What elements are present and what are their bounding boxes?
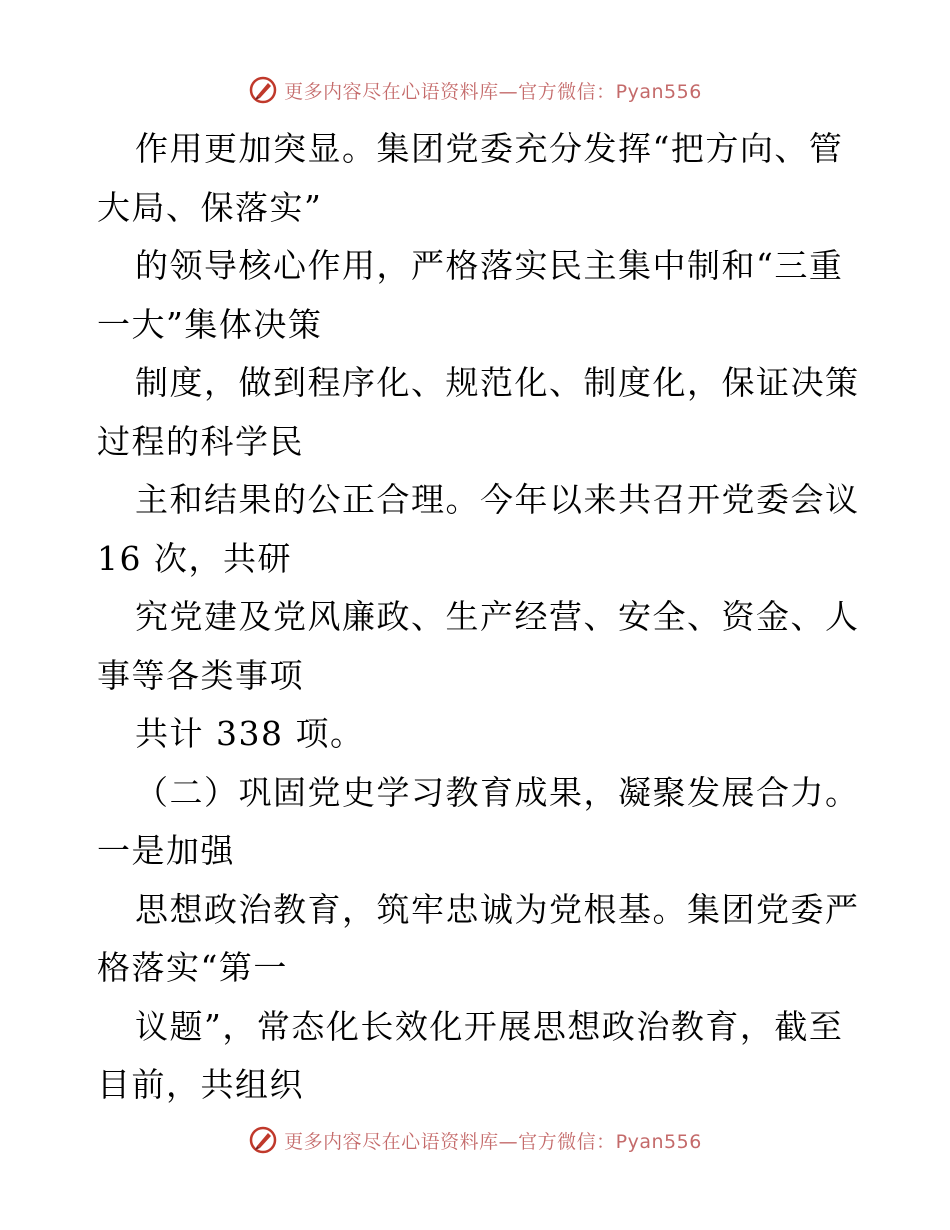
text-line: 一是加强	[97, 831, 235, 870]
text-line: 过程的科学民	[97, 421, 304, 461]
pen-logo-icon	[248, 1125, 278, 1155]
text-line: 格落实“第一	[97, 948, 288, 987]
text-line: 事等各类事项	[97, 655, 304, 695]
text-line: 议题”，常态化长效化开展思想政治教育，截至	[135, 1006, 844, 1046]
text-line: 作用更加突显。集团党委充分发挥“把方向、管	[135, 129, 844, 168]
text-line: 究党建及党风廉政、生产经营、安全、资金、人	[135, 597, 860, 636]
text-line: 思想政治教育，筑牢忠诚为党根基。集团党委严	[135, 889, 860, 929]
header-watermark	[0, 72, 950, 108]
text-line: 16 次，共研	[97, 538, 292, 578]
text-line: 的领导核心作用，严格落实民主集中制和“三重	[135, 246, 844, 285]
text-line: 目前，共组织	[97, 1065, 304, 1104]
text-line: 制度，做到程序化、规范化、制度化，保证决策	[135, 363, 860, 402]
pen-logo-icon	[248, 75, 278, 105]
text-line: 大局、保落实”	[97, 187, 323, 227]
watermark-text: 更多内容尽在心语资料库—官方微信：Pyan556	[284, 1130, 702, 1153]
text-line: （二）巩固党史学习教育成果，凝聚发展合力。	[135, 772, 860, 812]
watermark-text: 更多内容尽在心语资料库—官方微信：Pyan556	[284, 80, 702, 103]
text-line: 一大”集体决策	[97, 304, 323, 344]
document-body	[97, 120, 860, 1115]
text-line: 共计 338 项。	[135, 714, 365, 753]
text-line: 主和结果的公正合理。今年以来共召开党委会议	[135, 480, 860, 519]
footer-watermark	[0, 1122, 950, 1158]
